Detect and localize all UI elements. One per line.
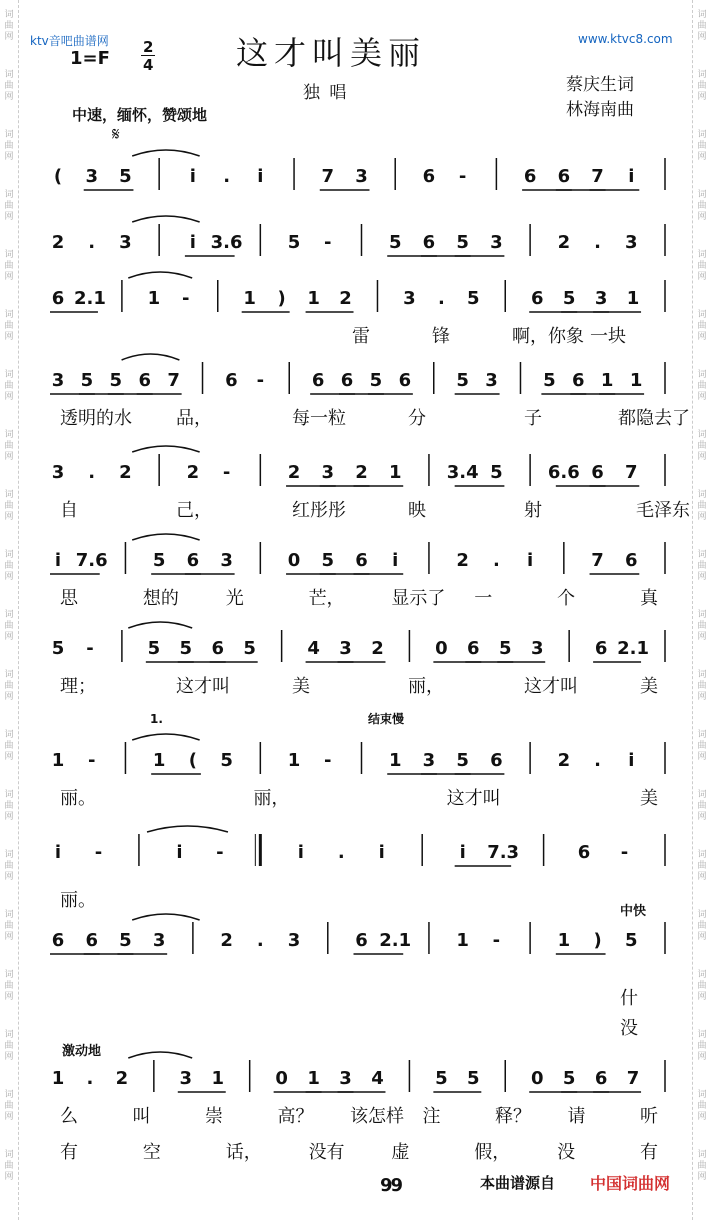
tempo-marking: 中速，缅怀，赞颂地 bbox=[72, 106, 208, 124]
key-signature: 1=F bbox=[70, 48, 110, 69]
note: 3 bbox=[422, 750, 436, 771]
lyric: 品， bbox=[176, 408, 212, 429]
note: 2 bbox=[220, 930, 233, 951]
note: 6 bbox=[467, 638, 480, 659]
note: - bbox=[222, 462, 231, 483]
watermark-text: 词 曲 网 bbox=[697, 670, 707, 702]
watermark-text: 词 曲 网 bbox=[697, 370, 707, 402]
note: i bbox=[54, 550, 62, 571]
note: 5 bbox=[119, 166, 132, 187]
watermark-text: 词 曲 网 bbox=[4, 10, 14, 42]
note: 6 bbox=[211, 638, 225, 659]
note: 1 bbox=[388, 750, 402, 771]
note: . bbox=[594, 232, 601, 253]
note: 5 bbox=[490, 462, 503, 483]
watermark-text: 词 曲 网 bbox=[697, 1150, 707, 1182]
lyric-line-2: 没有 bbox=[308, 1142, 345, 1163]
note: 6 bbox=[591, 462, 604, 483]
note: 5 bbox=[543, 370, 556, 391]
watermark-text: 词 曲 网 bbox=[697, 550, 707, 582]
slur bbox=[128, 272, 192, 278]
lyric: 一块 bbox=[590, 326, 626, 347]
note: 2 bbox=[456, 550, 469, 571]
note: - bbox=[94, 842, 103, 863]
note: i bbox=[459, 842, 466, 863]
lyric: 释？ bbox=[495, 1106, 531, 1127]
slur bbox=[132, 216, 199, 222]
note: 2 bbox=[355, 462, 368, 483]
score-row-notation bbox=[0, 446, 711, 506]
note: 6 bbox=[138, 370, 151, 391]
note: 5 bbox=[456, 370, 469, 391]
note: 5 bbox=[369, 370, 383, 391]
note: - bbox=[216, 842, 224, 863]
lyric: 自 bbox=[60, 500, 78, 521]
lyric: 没 bbox=[620, 1018, 638, 1039]
lyric: 都隐去了 bbox=[618, 408, 690, 429]
note: 3 bbox=[152, 930, 166, 951]
score-row-notation bbox=[0, 914, 711, 974]
note: 5 bbox=[179, 638, 193, 659]
note: - bbox=[86, 638, 94, 659]
note: ) bbox=[593, 930, 602, 951]
note: 1 bbox=[626, 288, 640, 309]
lyric: 叫 bbox=[132, 1106, 151, 1127]
watermark-text: 词 曲 网 bbox=[4, 70, 14, 102]
note: 5 bbox=[498, 638, 512, 659]
lyric-line-2: 有 bbox=[60, 1142, 78, 1163]
song-title: 这才叫美丽 bbox=[236, 34, 427, 72]
lyric: 听 bbox=[640, 1106, 658, 1127]
score-row-notation bbox=[0, 826, 711, 886]
note: i bbox=[257, 166, 264, 187]
lyric: 这才叫 bbox=[446, 788, 501, 809]
note: 2 bbox=[119, 462, 132, 483]
watermark-text: 词 曲 网 bbox=[4, 670, 14, 702]
note: 2 bbox=[557, 232, 571, 253]
note: 5 bbox=[456, 750, 469, 771]
note: 1 bbox=[600, 370, 614, 391]
note: 3 bbox=[220, 550, 233, 571]
slur bbox=[147, 826, 228, 832]
note: 1 bbox=[557, 930, 571, 951]
lyric: 这才叫 bbox=[176, 676, 230, 697]
lyric: 想的 bbox=[142, 588, 179, 609]
note: 2 bbox=[115, 1068, 129, 1089]
lyric: 该怎样 bbox=[350, 1106, 404, 1127]
note: ( bbox=[188, 750, 198, 771]
lyric: 高？ bbox=[277, 1106, 314, 1127]
lyric: 注 bbox=[422, 1106, 441, 1127]
composer: 林海南曲 bbox=[566, 100, 634, 120]
score-row-notation bbox=[0, 150, 711, 210]
score-row-notation bbox=[0, 534, 711, 594]
note: 1 bbox=[388, 462, 402, 483]
note: 6 bbox=[625, 550, 638, 571]
note: 3 bbox=[490, 232, 503, 253]
note: 3 bbox=[485, 370, 498, 391]
watermark-text: 词 曲 网 bbox=[697, 790, 707, 822]
note: . bbox=[256, 930, 264, 951]
note: 7 bbox=[321, 166, 335, 187]
watermark-text: 词 曲 网 bbox=[697, 430, 707, 462]
note: 1 bbox=[147, 288, 161, 309]
watermark-text: 词 曲 网 bbox=[4, 490, 14, 522]
lyric: 透明的水 bbox=[60, 408, 132, 429]
watermark-text: 词 曲 网 bbox=[697, 250, 707, 282]
note: 6 bbox=[85, 930, 98, 951]
note: 6.6 bbox=[547, 462, 580, 483]
slur bbox=[132, 534, 199, 540]
note: 0 bbox=[287, 550, 301, 571]
note: 6 bbox=[572, 370, 585, 391]
lyric: 请 bbox=[567, 1106, 586, 1127]
note: 1 bbox=[243, 288, 256, 309]
note: 3 bbox=[403, 288, 416, 309]
slur bbox=[132, 446, 199, 452]
note: i bbox=[189, 232, 196, 253]
note: 1 bbox=[51, 1068, 65, 1089]
note: 3 bbox=[179, 1068, 193, 1089]
score-row bbox=[0, 622, 711, 682]
page-mark: 99 bbox=[380, 1175, 402, 1196]
watermark-text: 词 曲 网 bbox=[4, 1030, 14, 1062]
note: 5 bbox=[51, 638, 65, 659]
note: 6 bbox=[557, 166, 571, 187]
note: 1 bbox=[456, 930, 469, 951]
note: 0 bbox=[435, 638, 448, 659]
time-signature-bottom: 4 bbox=[143, 56, 154, 74]
note: 5 bbox=[388, 232, 402, 253]
note: 7 bbox=[591, 550, 604, 571]
note: 3.6 bbox=[210, 232, 243, 253]
lyric: 这才叫 bbox=[524, 676, 578, 697]
note: 6 bbox=[311, 370, 325, 391]
score-row-notation bbox=[0, 216, 711, 276]
note: 6 bbox=[355, 550, 368, 571]
lyric-line-2: 有 bbox=[640, 1142, 658, 1163]
note: - bbox=[256, 370, 265, 391]
note: 3 bbox=[321, 462, 335, 483]
note: 5 bbox=[80, 370, 94, 391]
note: 6 bbox=[422, 166, 436, 187]
note: 6 bbox=[186, 550, 200, 571]
note: 5 bbox=[562, 288, 576, 309]
note: i bbox=[378, 842, 385, 863]
score-row bbox=[0, 534, 711, 594]
note: 1 bbox=[152, 750, 166, 771]
note: 6 bbox=[490, 750, 503, 771]
watermark-text: 词 曲 网 bbox=[697, 1030, 707, 1062]
score-row bbox=[0, 150, 711, 210]
slur bbox=[132, 734, 199, 740]
note: . bbox=[337, 842, 345, 863]
note: 2.1 bbox=[74, 288, 106, 309]
note: ) bbox=[277, 288, 286, 309]
note: 5 bbox=[321, 550, 335, 571]
watermark-text: 词 曲 网 bbox=[4, 130, 14, 162]
lyric: 射 bbox=[524, 500, 542, 521]
note: 5 bbox=[562, 1068, 576, 1089]
note: 5 bbox=[287, 232, 301, 253]
volta-label: 1. bbox=[150, 712, 163, 726]
segno-sign: 𝄋 bbox=[112, 124, 120, 145]
brand-link[interactable]: 中国词曲网 bbox=[590, 1174, 671, 1193]
lyric: 个 bbox=[557, 588, 576, 609]
lyric: 美 bbox=[640, 788, 658, 809]
watermark-text: 词 曲 网 bbox=[697, 10, 707, 42]
lyric: 什 bbox=[620, 988, 638, 1009]
watermark-text: 词 曲 网 bbox=[697, 1090, 707, 1122]
note: i bbox=[297, 842, 304, 863]
note: 2.1 bbox=[379, 930, 412, 951]
note: ( bbox=[53, 166, 63, 187]
note: i bbox=[189, 166, 196, 187]
score-row-notation bbox=[0, 734, 711, 794]
watermark-text: 词 曲 网 bbox=[4, 730, 14, 762]
slur bbox=[128, 1052, 192, 1058]
lyric: 子 bbox=[524, 408, 542, 429]
lyric: 一 bbox=[474, 588, 493, 609]
note: 4 bbox=[307, 638, 320, 659]
watermark-text: 词 曲 网 bbox=[697, 730, 707, 762]
note: 0 bbox=[530, 1068, 544, 1089]
note: 6 bbox=[355, 930, 368, 951]
lyric: 显示了 bbox=[391, 588, 446, 609]
lyric: 崇 bbox=[205, 1106, 223, 1127]
note: . bbox=[86, 1068, 94, 1089]
note: 2 bbox=[186, 462, 200, 483]
note: 2 bbox=[287, 462, 301, 483]
lyric: 每一粒 bbox=[292, 408, 346, 429]
note: 5 bbox=[147, 638, 161, 659]
note: - bbox=[620, 842, 629, 863]
note: 6 bbox=[523, 166, 537, 187]
note: 5 bbox=[435, 1068, 448, 1089]
lyric: 红彤彤 bbox=[292, 500, 346, 521]
note: 3 bbox=[119, 232, 132, 253]
tempo-change-label: 中快 bbox=[620, 904, 647, 919]
watermark-text: 词 曲 网 bbox=[4, 190, 14, 222]
lyric: 毛泽东 bbox=[636, 500, 690, 521]
site-name-left: ktv音吧曲谱网 bbox=[30, 34, 109, 48]
note: 3 bbox=[85, 166, 98, 187]
lyric: 美 bbox=[292, 676, 310, 697]
note: 2 bbox=[557, 750, 571, 771]
performance-type: 独 唱 bbox=[303, 83, 349, 103]
note: 7 bbox=[626, 1068, 640, 1089]
note: 6 bbox=[340, 370, 354, 391]
watermark-text: 词 曲 网 bbox=[697, 850, 707, 882]
score-row bbox=[0, 216, 711, 276]
note: . bbox=[492, 550, 500, 571]
note: . bbox=[88, 232, 96, 253]
watermark-text: 词 曲 网 bbox=[697, 190, 707, 222]
note: 5 bbox=[119, 930, 132, 951]
note: . bbox=[594, 750, 601, 771]
note: 2 bbox=[371, 638, 384, 659]
watermark-text: 词 曲 网 bbox=[4, 1150, 14, 1182]
note: 7.6 bbox=[75, 550, 108, 571]
score-row-notation bbox=[0, 622, 711, 682]
lyric: 芒， bbox=[308, 588, 345, 609]
note: - bbox=[87, 750, 96, 771]
note: 1 bbox=[211, 1068, 225, 1089]
lyric: 分 bbox=[408, 408, 426, 429]
note: 3 bbox=[51, 370, 65, 391]
note: 1 bbox=[51, 750, 65, 771]
note: 5 bbox=[456, 232, 469, 253]
note: . bbox=[437, 288, 445, 309]
note: 7.3 bbox=[487, 842, 520, 863]
note: i bbox=[54, 842, 62, 863]
watermark-text: 词 曲 网 bbox=[4, 1090, 14, 1122]
lyric: 理； bbox=[60, 676, 96, 697]
watermark-text: 词 曲 网 bbox=[697, 490, 707, 522]
watermark-text: 词 曲 网 bbox=[697, 310, 707, 342]
note: i bbox=[628, 166, 635, 187]
note: . bbox=[223, 166, 231, 187]
note: 3 bbox=[355, 166, 368, 187]
lyric: 己， bbox=[176, 500, 212, 521]
watermark-text: 词 曲 网 bbox=[4, 850, 14, 882]
watermark-text: 词 曲 网 bbox=[697, 910, 707, 942]
lyric-line-2: 空 bbox=[142, 1142, 161, 1163]
note: 5 bbox=[467, 1068, 480, 1089]
note: 3 bbox=[530, 638, 544, 659]
lyric: 啊，你象 bbox=[512, 326, 584, 347]
watermark-text: 词 曲 网 bbox=[697, 130, 707, 162]
note: 5 bbox=[243, 638, 256, 659]
site-url-right: www.ktvc8.com bbox=[578, 32, 673, 46]
note: . bbox=[88, 462, 96, 483]
lyric-line-2: 话， bbox=[225, 1142, 262, 1163]
time-signature-top: 2 bbox=[143, 38, 154, 56]
watermark-text: 词 曲 网 bbox=[697, 70, 707, 102]
note: 1 bbox=[287, 750, 301, 771]
watermark-text: 词 曲 网 bbox=[4, 310, 14, 342]
slur bbox=[128, 622, 192, 628]
note: - bbox=[324, 750, 332, 771]
watermark-text: 词 曲 网 bbox=[4, 970, 14, 1002]
lyric: 美 bbox=[640, 676, 658, 697]
note: 7 bbox=[167, 370, 180, 391]
note: 2 bbox=[51, 232, 65, 253]
note: - bbox=[492, 930, 501, 951]
note: 6 bbox=[398, 370, 412, 391]
score-row bbox=[0, 826, 711, 886]
lyric: 丽， bbox=[408, 676, 444, 697]
watermark-text: 词 曲 网 bbox=[697, 610, 707, 642]
watermark-text: 词 曲 网 bbox=[4, 250, 14, 282]
note: 2.1 bbox=[617, 638, 649, 659]
note: 3 bbox=[339, 1068, 352, 1089]
note: 6 bbox=[594, 1068, 608, 1089]
note: 6 bbox=[51, 930, 65, 951]
watermark-text: 词 曲 网 bbox=[4, 790, 14, 822]
note: 6 bbox=[51, 288, 65, 309]
note: 6 bbox=[225, 370, 238, 391]
lyric: 丽。 bbox=[60, 890, 96, 911]
note: 6 bbox=[530, 288, 544, 309]
slur bbox=[132, 914, 199, 920]
watermark-text: 词 曲 网 bbox=[4, 370, 14, 402]
watermark-text: 词 曲 网 bbox=[4, 430, 14, 462]
note: 3 bbox=[339, 638, 352, 659]
note: 0 bbox=[275, 1068, 288, 1089]
watermark-text: 词 曲 网 bbox=[4, 550, 14, 582]
source-label: 本曲谱源自 bbox=[480, 1174, 556, 1192]
note: 5 bbox=[109, 370, 123, 391]
lyric: 真 bbox=[640, 588, 658, 609]
lyric-line-2: 没 bbox=[557, 1142, 576, 1163]
note: 1 bbox=[307, 288, 320, 309]
note: 6 bbox=[594, 638, 608, 659]
note: 3.4 bbox=[446, 462, 479, 483]
lyric: 丽。 bbox=[60, 788, 96, 809]
score-row bbox=[0, 446, 711, 506]
note: - bbox=[182, 288, 190, 309]
note: i bbox=[527, 550, 534, 571]
note: i bbox=[392, 550, 399, 571]
note: i bbox=[176, 842, 183, 863]
score-row bbox=[0, 734, 711, 794]
score-row bbox=[0, 914, 711, 974]
lyric: 光 bbox=[225, 588, 244, 609]
lyric-line-2: 假， bbox=[474, 1142, 511, 1163]
lyric-line-2: 虚 bbox=[391, 1142, 410, 1163]
lyric: 映 bbox=[408, 500, 426, 521]
note: 3 bbox=[594, 288, 608, 309]
note: 5 bbox=[625, 930, 638, 951]
note: i bbox=[628, 750, 635, 771]
lyric: 锋 bbox=[432, 326, 450, 347]
watermark-text: 词 曲 网 bbox=[4, 610, 14, 642]
note: - bbox=[458, 166, 467, 187]
note: 6 bbox=[577, 842, 591, 863]
note: 5 bbox=[220, 750, 233, 771]
watermark-text: 词 曲 网 bbox=[4, 910, 14, 942]
note: 5 bbox=[467, 288, 480, 309]
lyric: 思 bbox=[60, 588, 78, 609]
note: 2 bbox=[339, 288, 352, 309]
note: 3 bbox=[51, 462, 65, 483]
note: 3 bbox=[625, 232, 638, 253]
note: 7 bbox=[591, 166, 604, 187]
ending-slow-label: 结束慢 bbox=[368, 712, 405, 726]
note: 7 bbox=[625, 462, 638, 483]
lyric: 丽， bbox=[253, 788, 290, 809]
slur bbox=[132, 150, 199, 156]
note: 1 bbox=[307, 1068, 320, 1089]
note: 6 bbox=[422, 232, 436, 253]
note: - bbox=[324, 232, 332, 253]
watermark-text: 词 曲 网 bbox=[697, 970, 707, 1002]
lyric: 么 bbox=[60, 1106, 78, 1127]
lyricist: 蔡庆生词 bbox=[566, 75, 634, 95]
note: 1 bbox=[629, 370, 643, 391]
note: 5 bbox=[152, 550, 166, 571]
note: 4 bbox=[371, 1068, 384, 1089]
expression-label: 激动地 bbox=[62, 1044, 102, 1059]
lyric: 雷 bbox=[352, 326, 370, 347]
slur bbox=[122, 354, 180, 360]
note: 3 bbox=[287, 930, 301, 951]
